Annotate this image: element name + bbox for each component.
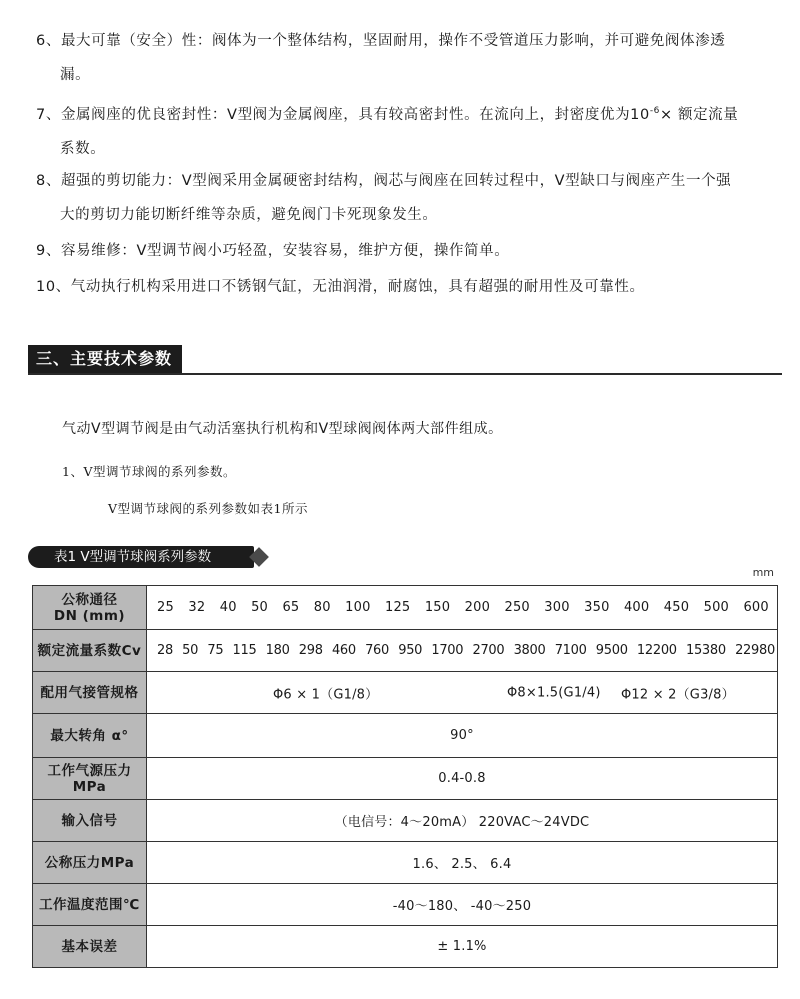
dn-value: 40 [219, 600, 237, 615]
feature-item-9 [36, 234, 776, 268]
item-title: 金属阀座的优良密封性： [60, 106, 228, 123]
cv-value: 950 [398, 643, 423, 658]
unit-label: mm [752, 566, 774, 579]
cv-value: 22980 [735, 643, 775, 658]
item-number: 8、 [36, 173, 61, 189]
table-row [33, 630, 778, 672]
dn-value: 400 [623, 600, 650, 615]
feature-item-6 [36, 24, 776, 92]
dn-value: 450 [663, 600, 690, 615]
intro-text: 气动V型调节阀是由气动活塞执行机构和V型球阀阀体两大部件组成。 [62, 421, 503, 437]
dn-value: 80 [313, 600, 331, 615]
angle-value: 90° [147, 714, 778, 758]
table-row [33, 758, 778, 800]
params-table [32, 585, 778, 968]
gas-value: Φ6 × 1（G1/8） [273, 687, 379, 702]
cv-value: 760 [365, 643, 389, 658]
dn-values [147, 586, 778, 630]
cv-value: 1700 [431, 643, 464, 658]
table-row [33, 714, 778, 758]
item-continuation: 漏。 [60, 67, 91, 83]
cv-value: 12200 [636, 643, 677, 658]
table-caption-bar [28, 546, 782, 568]
row-label-temp: 工作温度范围℃ [33, 884, 147, 926]
cv-value: 15380 [685, 643, 726, 658]
subheading: 1、V型调节球阀的系列参数。 [62, 464, 236, 479]
cv-value: 75 [207, 643, 224, 658]
subtext: V型调节球阀的系列参数如表1所示 [108, 501, 308, 516]
cv-value: 50 [182, 643, 199, 658]
dn-value: 500 [703, 600, 730, 615]
cv-value: 460 [331, 643, 356, 658]
gas-values [147, 672, 778, 714]
dn-value: 150 [424, 600, 451, 615]
dn-value: 350 [584, 600, 610, 615]
item-text: 气动执行机构采用进口不锈钢气缸，无油润滑，耐腐蚀，具有超强的耐用性及可靠性。 [70, 279, 645, 295]
section-title: 三、主要技术参数 [28, 345, 182, 373]
item-text-after: × 额定流量 [660, 106, 739, 123]
row-label-error: 基本误差 [33, 926, 147, 968]
feature-item-8 [36, 164, 776, 232]
row-label-gas: 配用气接管规格 [33, 672, 147, 714]
dn-label-line1: 公称通径 [61, 591, 118, 608]
section-header [28, 343, 782, 375]
gas-value: Φ12 × 2（G3/8） [621, 687, 735, 702]
cv-value: 2700 [472, 643, 505, 658]
error-value: ± 1.1% [147, 926, 778, 968]
item-title: 容易维修： [60, 243, 137, 259]
item-text: V型调节阀小巧轻盈，安装容易，维护方便，操作简单。 [136, 243, 510, 259]
item-text: 阀体为一个整体结构，坚固耐用，操作不受管道压力影响，并可避免阀体渗透 [211, 33, 726, 49]
table-row [33, 842, 778, 884]
cv-value: 3800 [513, 643, 546, 658]
dn-value: 200 [464, 600, 491, 615]
row-label-pn: 公称压力MPa [33, 842, 147, 884]
item-continuation: 大的剪切力能切断纤维等杂质，避免阀门卡死现象发生。 [60, 207, 438, 223]
table-caption: 表1 V型调节球阀系列参数 [28, 546, 254, 568]
item-text: V型阀采用金属硬密封结构，阀芯与阀座在回转过程中，V型缺口与阀座产生一个强 [181, 173, 732, 189]
gas-value: Φ8×1.5(G1/4) [507, 685, 601, 700]
air-value: 0.4-0.8 [147, 758, 778, 800]
row-label-cv: 额定流量系数Cv [33, 630, 147, 672]
cv-value: 9500 [595, 643, 628, 658]
pn-value: 1.6、 2.5、 6.4 [147, 842, 778, 884]
dn-value: 65 [282, 600, 300, 615]
feature-item-7 [36, 94, 776, 166]
dn-value: 125 [384, 600, 411, 615]
table-row [33, 884, 778, 926]
table-row [33, 672, 778, 714]
cv-value: 7100 [554, 643, 587, 658]
dn-value: 32 [188, 600, 206, 615]
table-row [33, 586, 778, 630]
cv-values [147, 630, 778, 672]
row-label-dn [33, 586, 147, 630]
cv-value: 180 [265, 643, 290, 658]
feature-item-10 [36, 270, 776, 304]
dn-value: 100 [345, 600, 371, 615]
table-row [33, 800, 778, 842]
dn-value: 250 [504, 600, 530, 615]
item-superscript: -6 [649, 106, 661, 116]
dn-label-line2: DN (mm) [53, 607, 126, 624]
item-number: 9、 [36, 243, 61, 259]
item-text: V型阀为金属阀座，具有较高密封性。在流向上，封密度优为10 [227, 106, 650, 123]
dn-value: 300 [544, 600, 570, 615]
dn-value: 25 [157, 600, 174, 615]
item-continuation: 系数。 [60, 140, 106, 157]
signal-value: （电信号：4～20mA） 220VAC～24VDC [147, 800, 778, 842]
cv-value: 298 [298, 643, 323, 658]
table-row [33, 926, 778, 968]
temp-value: -40～180、 -40～250 [147, 884, 778, 926]
dn-value: 600 [743, 600, 769, 615]
dn-value: 50 [251, 600, 269, 615]
row-label-signal: 输入信号 [33, 800, 147, 842]
item-title: 最大可靠（安全）性： [60, 33, 212, 49]
item-number: 7、 [36, 106, 61, 123]
cv-value: 115 [232, 643, 257, 658]
row-label-air: 工作气源压力MPa [33, 758, 147, 800]
item-title: 超强的剪切能力： [60, 173, 182, 189]
item-number: 10、 [36, 279, 71, 295]
item-number: 6、 [36, 33, 61, 49]
row-label-angle: 最大转角 α° [33, 714, 147, 758]
cv-value: 28 [157, 643, 173, 658]
